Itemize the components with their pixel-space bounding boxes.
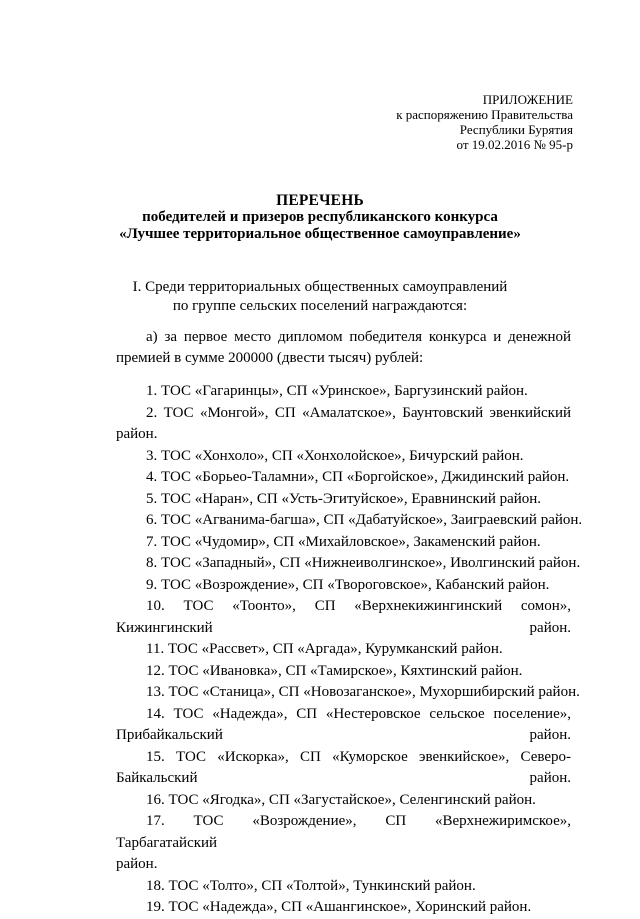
- list-item: [116, 682, 580, 704]
- list-item: [116, 747, 571, 790]
- list-item-text: 12. ТОС «Ивановка», СП «Тамирское», Кяхтинский район.: [146, 662, 523, 679]
- list-item: [116, 532, 571, 554]
- list-item: [116, 790, 571, 812]
- list-item: [116, 553, 581, 575]
- list-item: [116, 704, 571, 747]
- list-item: [116, 446, 571, 468]
- list-item: [116, 811, 571, 876]
- list-item-text: 1. ТОС «Гагаринцы», СП «Уринское», Баргузинский район.: [146, 383, 528, 399]
- clause-a-paragraph: а) за первое место дипломом победителя конкурса и денежной премией в сумме 200000 (двести тысяч) рублей:: [116, 329, 571, 366]
- list-item-continuation: Кижингинский район.: [116, 619, 571, 636]
- list-item: [116, 510, 583, 532]
- list-item-text: 18. ТОС «Толто», СП «Толтой», Тункинский район.: [146, 877, 476, 894]
- list-item-text: 2. ТОС «Монгой», СП «Амалатское», Баунтовский эвенкийский: [146, 404, 571, 421]
- list-item: [116, 596, 571, 639]
- appendix-republic-line: Республики Бурятия: [459, 122, 573, 137]
- list-item-text: 16. ТОС «Ягодка», СП «Загустайское», Селенгинский район.: [146, 791, 536, 808]
- list-item-text: 13. ТОС «Станица», СП «Новозаганское», Мухоршибирский район.: [146, 684, 580, 700]
- list-item-text: 10. ТОС «Тоонто», СП «Верхнекижингинский сомон»,: [146, 598, 571, 614]
- list-item-text: 4. ТОС «Борьео-Таламни», СП «Боргойское», Джидинский район.: [146, 469, 570, 485]
- appendix-decree-line: к распоряжению Правительства: [396, 107, 573, 122]
- list-item-continuation: Прибайкальский район.: [116, 727, 571, 743]
- title-main: ПЕРЕЧЕНЬ: [276, 192, 364, 209]
- title-subtitle-2: «Лучшее территориальное общественное самоуправление»: [119, 226, 521, 242]
- list-item-text: 17. ТОС «Возрождение», СП «Верхнежиримское», Тарбагатайский: [116, 813, 571, 851]
- list-item-continuation: район.: [116, 426, 158, 442]
- list-item: [116, 639, 571, 661]
- list-item-text: 3. ТОС «Хонхоло», СП «Хонхолойское», Бичурский район.: [146, 447, 524, 464]
- list-item-text: 7. ТОС «Чудомир», СП «Михайловское», Закаменский район.: [146, 533, 541, 550]
- list-item-text: 8. ТОС «Западный», СП «Нижнеиволгинское», Иволгинский район.: [146, 555, 581, 571]
- list-item-continuation: Байкальский район.: [116, 770, 571, 786]
- section-heading-line-2: по группе сельских поселений награждаются:: [172, 298, 468, 314]
- list-item-text: 11. ТОС «Рассвет», СП «Аргада», Курумканский район.: [146, 641, 503, 657]
- winners-list: [116, 381, 583, 919]
- list-item: [116, 575, 571, 597]
- section-heading: [0, 278, 640, 316]
- appendix-label: ПРИЛОЖЕНИЕ: [482, 92, 573, 107]
- list-item: [116, 876, 571, 898]
- appendix-date-number: от 19.02.2016 № 95-р: [456, 137, 573, 152]
- list-item: [116, 489, 571, 511]
- list-item-text: 19. ТОС «Надежда», СП «Ашангинское», Хоринский район.: [146, 899, 532, 915]
- list-item-text: 9. ТОС «Возрождение», СП «Твороговское», Кабанский район.: [146, 576, 550, 593]
- list-item-text: 15. ТОС «Искорка», СП «Куморское эвенкийское», Северо-: [146, 748, 571, 765]
- list-item: [116, 661, 571, 683]
- list-item: [116, 467, 571, 489]
- list-item-text: 5. ТОС «Наран», СП «Усть-Эгитуйское», Еравнинский район.: [146, 490, 542, 507]
- list-item-continuation: район.: [116, 856, 158, 872]
- appendix-block: [313, 92, 573, 152]
- list-item: [116, 897, 571, 919]
- list-item-text: 6. ТОС «Агванима-багша», СП «Дабатуйское», Заиграевский район.: [146, 512, 583, 528]
- list-item: [116, 381, 571, 403]
- list-item: [116, 403, 571, 446]
- title-subtitle-1: победителей и призеров республиканского конкурса: [142, 209, 498, 225]
- list-item-text: 14. ТОС «Надежда», СП «Нестеровское сельское поселение»,: [146, 705, 571, 722]
- document-title: [0, 192, 640, 243]
- section-heading-line-1: I. Среди территориальных общественных самоуправлений: [132, 279, 508, 295]
